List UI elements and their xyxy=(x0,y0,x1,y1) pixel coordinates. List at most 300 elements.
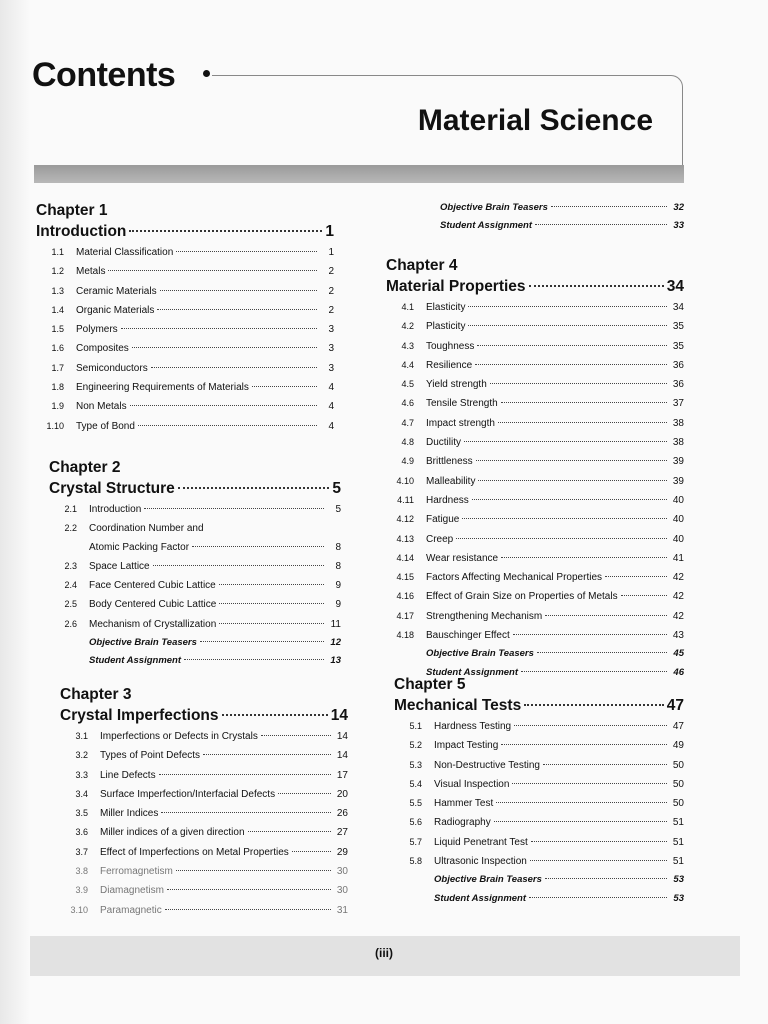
leader-dots xyxy=(513,634,667,635)
leader-dots xyxy=(472,499,667,500)
toc-entry xyxy=(36,282,334,301)
entry-number: 1.2 xyxy=(51,266,64,277)
entry-page: 42 xyxy=(672,572,684,584)
toc-entry xyxy=(386,414,684,433)
entry-number: 2.2 xyxy=(64,523,77,534)
leader-dots xyxy=(161,812,331,813)
entry-number: 1.4 xyxy=(51,304,64,315)
chapter-5-section xyxy=(394,675,684,908)
entry-number: 3.8 xyxy=(75,866,88,877)
entry-page: 2 xyxy=(328,266,334,278)
entry-page: 30 xyxy=(336,866,348,878)
entry-title: Non-Destructive Testing xyxy=(434,759,540,771)
entry-number: 4.2 xyxy=(401,321,414,332)
leader-dots xyxy=(524,704,664,706)
toc-entry xyxy=(386,317,684,336)
chapter-title: Introduction xyxy=(36,223,127,240)
entry-title: Effect of Grain Size on Properties of Metals xyxy=(426,591,618,603)
entry-page: 30 xyxy=(336,885,348,897)
leader-dots xyxy=(153,565,324,566)
entry-title: Strengthening Mechanism xyxy=(426,610,543,622)
entry-title: Ductility xyxy=(426,437,462,449)
toc-entry xyxy=(386,452,684,471)
entry-page: 3 xyxy=(328,343,334,355)
entry-title: Plasticity xyxy=(426,321,466,333)
toc-entry xyxy=(386,394,684,413)
toc-entry xyxy=(36,359,334,378)
entry-title: Fatigue xyxy=(426,514,460,526)
entry-number: 5.4 xyxy=(409,778,422,789)
leader-dots xyxy=(496,802,667,803)
leader-dots xyxy=(498,422,667,423)
entry-title: Semiconductors xyxy=(76,362,148,374)
entry-title: Elasticity xyxy=(426,302,466,313)
toc-entry xyxy=(60,804,348,823)
chapter-page: 14 xyxy=(330,707,348,724)
entry-number: 4.11 xyxy=(397,494,414,505)
leader-dots xyxy=(203,754,331,755)
leader-dots xyxy=(222,714,328,716)
toc-entry xyxy=(60,785,348,804)
entry-number: 3.3 xyxy=(75,769,88,780)
entry-page: 39 xyxy=(672,475,684,487)
entry-title: Miller Indices xyxy=(100,808,159,820)
entry-number: 2.3 xyxy=(64,560,77,571)
entry-page: 51 xyxy=(672,817,684,829)
entry-page: 38 xyxy=(672,437,684,449)
entry-number: 1.7 xyxy=(51,362,64,373)
entry-title: Bauschinger Effect xyxy=(426,630,510,642)
entry-page: 42 xyxy=(672,610,684,622)
chapter-title: Material Properties xyxy=(386,278,526,295)
entry-number: 4.10 xyxy=(396,475,414,486)
chapter-label: Chapter 5 xyxy=(394,676,466,693)
leader-dots xyxy=(501,402,667,403)
toc-entry xyxy=(394,794,684,813)
leader-dots xyxy=(468,306,667,307)
leader-dots xyxy=(456,538,667,539)
toc-entry xyxy=(386,587,684,606)
toc-entry xyxy=(386,472,684,491)
entry-page: 14 xyxy=(336,731,348,742)
chapter-label: Chapter 3 xyxy=(60,686,132,703)
extra-page: 45 xyxy=(673,648,684,660)
entry-number: 1.3 xyxy=(51,285,64,296)
entry-title: Miller indices of a given direction xyxy=(100,827,245,839)
extra-page: 46 xyxy=(673,666,684,678)
toc-entry xyxy=(60,823,348,842)
extra-title: Student Assignment xyxy=(440,220,533,232)
entry-page: 17 xyxy=(336,769,348,781)
toc-extra-entry xyxy=(400,199,684,217)
toc-entry xyxy=(36,378,334,397)
entry-title: Introduction xyxy=(89,504,142,515)
entry-page: 4 xyxy=(328,420,334,432)
entry-page: 50 xyxy=(672,759,684,771)
entry-title: Mechanism of Crystallization xyxy=(89,618,217,630)
entry-page: 51 xyxy=(672,836,684,848)
toc-entry xyxy=(49,539,341,557)
page-edge-shadow xyxy=(0,0,30,1024)
toc-entry xyxy=(386,356,684,375)
leader-dots xyxy=(477,345,667,346)
entry-number: 4.14 xyxy=(396,552,414,563)
leader-dots xyxy=(178,487,330,489)
chapter-2-section xyxy=(49,458,341,671)
toc-extra-entry xyxy=(394,890,684,908)
entry-page: 50 xyxy=(672,778,684,790)
chapter-1-section xyxy=(36,201,334,436)
entry-page: 2 xyxy=(328,304,334,316)
toc-entry xyxy=(394,717,684,736)
toc-entry xyxy=(386,607,684,626)
toc-entry xyxy=(60,901,348,920)
entry-page: 8 xyxy=(335,560,341,572)
entry-title: Ultrasonic Inspection xyxy=(434,856,527,868)
entry-number: 4.5 xyxy=(401,379,414,390)
chapter-page: 5 xyxy=(332,480,341,497)
leader-dots xyxy=(468,325,667,326)
toc-entry xyxy=(36,301,334,320)
toc-entry xyxy=(60,881,348,900)
leader-dots xyxy=(551,206,667,207)
entry-title: Toughness xyxy=(426,340,475,352)
entry-number: 3.6 xyxy=(75,827,88,838)
entry-number: 4.13 xyxy=(396,533,414,544)
chapter-4-section xyxy=(386,256,684,682)
toc-entry xyxy=(49,595,341,614)
leader-dots xyxy=(605,576,667,577)
toc-entry xyxy=(386,549,684,568)
extra-title: Objective Brain Teasers xyxy=(440,202,548,213)
entry-page: 42 xyxy=(672,591,684,603)
entry-page: 2 xyxy=(328,285,334,297)
entry-page: 50 xyxy=(672,798,684,810)
toc-entry xyxy=(386,375,684,394)
entry-page: 35 xyxy=(672,340,684,352)
entry-title: Atomic Packing Factor xyxy=(89,541,190,553)
entry-page: 47 xyxy=(672,721,684,732)
leader-dots xyxy=(219,584,324,585)
extra-page: 13 xyxy=(330,655,341,667)
toc-entry xyxy=(394,736,684,755)
leader-dots xyxy=(278,793,331,794)
entry-number: 4.9 xyxy=(401,456,414,467)
extra-page: 53 xyxy=(673,874,684,886)
leader-dots xyxy=(512,783,667,784)
leader-dots xyxy=(545,615,667,616)
toc-entry xyxy=(394,833,684,852)
chapter-label: Chapter 2 xyxy=(49,459,121,476)
toc-entry xyxy=(36,417,334,436)
toc-entry xyxy=(394,756,684,775)
entry-title: Polymers xyxy=(76,324,118,336)
entry-title: Hardness xyxy=(426,494,469,506)
extra-page: 32 xyxy=(673,202,684,213)
toc-entry xyxy=(36,262,334,281)
entry-number: 3.7 xyxy=(75,846,88,857)
entry-number: 4.6 xyxy=(401,398,414,409)
entry-title: Imperfections or Defects in Crystals xyxy=(100,731,258,742)
chapter-title-row xyxy=(49,478,341,500)
entry-number: 4.15 xyxy=(396,572,414,583)
entry-page: 37 xyxy=(672,398,684,410)
entry-page: 3 xyxy=(328,362,334,374)
entry-number: 3.2 xyxy=(75,750,88,761)
entry-page: 36 xyxy=(672,379,684,391)
leader-dots xyxy=(248,831,331,832)
toc-entry xyxy=(394,852,684,871)
entry-number: 2.6 xyxy=(64,618,77,629)
leader-dots xyxy=(159,774,331,775)
extra-title: Student Assignment xyxy=(426,666,519,678)
entry-page: 36 xyxy=(672,359,684,371)
entry-number: 4.4 xyxy=(401,359,414,370)
leader-dots xyxy=(144,508,324,509)
toc-entry xyxy=(386,337,684,356)
entry-number: 4.8 xyxy=(401,437,414,448)
chapter-page: 1 xyxy=(325,223,334,240)
entry-title: Factors Affecting Mechanical Properties xyxy=(426,572,603,584)
entry-number: 3.10 xyxy=(70,904,88,915)
heading-bullet-icon xyxy=(203,70,210,77)
extra-title: Student Assignment xyxy=(434,892,527,904)
chapter-page: 47 xyxy=(666,697,684,714)
leader-dots xyxy=(531,841,667,842)
leader-dots xyxy=(490,383,667,384)
entry-number: 5.7 xyxy=(409,836,422,847)
entry-number: 2.1 xyxy=(64,504,77,514)
leader-dots xyxy=(462,518,667,519)
entry-title: Yield strength xyxy=(426,379,487,391)
entry-title: Types of Point Defects xyxy=(100,750,201,762)
entry-page: 40 xyxy=(672,533,684,545)
toc-entry xyxy=(394,775,684,794)
leader-dots xyxy=(494,821,667,822)
entry-title: Brittleness xyxy=(426,456,473,468)
leader-dots xyxy=(292,851,331,852)
contents-heading: Contents xyxy=(32,56,176,94)
leader-dots xyxy=(130,405,317,406)
subject-title: Material Science xyxy=(417,104,653,137)
toc-entry xyxy=(60,746,348,765)
entry-number: 5.3 xyxy=(409,759,422,770)
chapter-page: 34 xyxy=(666,278,684,295)
leader-dots xyxy=(543,764,667,765)
entry-page: 39 xyxy=(672,456,684,468)
entry-title: Diamagnetism xyxy=(100,885,164,897)
leader-dots xyxy=(176,870,331,871)
toc-entry xyxy=(386,433,684,452)
extra-title: Objective Brain Teasers xyxy=(89,637,197,649)
entry-title: Face Centered Cubic Lattice xyxy=(89,580,216,592)
header-band xyxy=(34,165,684,183)
leader-dots xyxy=(545,878,667,879)
entry-number: 4.17 xyxy=(396,610,414,621)
entry-title: Resilience xyxy=(426,359,473,371)
entry-page: 41 xyxy=(672,552,684,564)
entry-number: 1.6 xyxy=(51,343,64,354)
entry-title: Type of Bond xyxy=(76,420,135,432)
entry-title: Metals xyxy=(76,266,106,278)
entry-page: 51 xyxy=(672,856,684,868)
toc-entry xyxy=(60,727,348,746)
entry-title: Material Classification xyxy=(76,247,174,258)
toc-entry xyxy=(386,626,684,645)
toc-entry xyxy=(386,491,684,510)
entry-title: Line Defects xyxy=(100,769,156,781)
entry-title: Space Lattice xyxy=(89,560,150,572)
leader-dots xyxy=(621,595,667,596)
entry-number: 3.5 xyxy=(75,808,88,819)
leader-dots xyxy=(501,557,667,558)
entry-page: 34 xyxy=(672,302,684,313)
entry-number: 1.1 xyxy=(51,247,64,257)
entry-number: 4.7 xyxy=(401,417,414,428)
toc-entry xyxy=(49,576,341,595)
leader-dots xyxy=(138,425,317,426)
entry-page: 35 xyxy=(672,321,684,333)
chapter-label: Chapter 4 xyxy=(386,257,458,274)
entry-page: 43 xyxy=(672,630,684,642)
chapter-title: Crystal Imperfections xyxy=(60,707,219,724)
entry-number: 1.9 xyxy=(51,401,64,412)
entry-number: 4.18 xyxy=(396,630,414,641)
entry-page: 20 xyxy=(336,788,348,800)
leader-dots xyxy=(176,251,317,252)
entry-page: 1 xyxy=(328,247,334,258)
entry-number: 1.5 xyxy=(51,324,64,335)
entry-number: 3.4 xyxy=(75,788,88,799)
leader-dots xyxy=(530,860,667,861)
entry-title: Effect of Imperfections on Metal Properties xyxy=(100,846,289,858)
entry-page: 8 xyxy=(335,541,341,553)
entry-title: Malleability xyxy=(426,475,476,487)
chapter-title-row xyxy=(394,695,684,717)
entry-page: 9 xyxy=(335,580,341,592)
chapter-title-row xyxy=(36,221,334,243)
entry-title: Paramagnetic xyxy=(100,904,162,916)
toc-extra-entry xyxy=(49,634,341,652)
entry-title: Liquid Penetrant Test xyxy=(434,836,528,848)
entry-number: 5.6 xyxy=(409,817,422,828)
toc-extra-entry xyxy=(49,652,341,670)
leader-dots xyxy=(219,623,324,624)
toc-entry xyxy=(60,862,348,881)
entry-title: Creep xyxy=(426,533,454,545)
entry-title: Coordination Number and xyxy=(89,523,204,535)
chapter-label: Chapter 1 xyxy=(36,202,108,219)
toc-entry xyxy=(49,557,341,576)
toc-entry xyxy=(386,298,684,317)
entry-page: 29 xyxy=(336,846,348,858)
entry-number: 4.3 xyxy=(401,340,414,351)
entry-title: Composites xyxy=(76,343,129,355)
entry-page: 4 xyxy=(328,401,334,413)
leader-dots xyxy=(464,441,667,442)
entry-title: Organic Materials xyxy=(76,304,155,316)
leader-dots xyxy=(529,897,667,898)
leader-dots xyxy=(165,909,331,910)
leader-dots xyxy=(252,386,317,387)
entry-title: Engineering Requirements of Materials xyxy=(76,382,249,394)
leader-dots xyxy=(535,224,667,225)
leader-dots xyxy=(478,480,667,481)
toc-extra-entry xyxy=(394,871,684,889)
leader-dots xyxy=(475,364,667,365)
entry-page: 26 xyxy=(336,808,348,820)
entry-title: Wear resistance xyxy=(426,552,499,564)
entry-number: 4.12 xyxy=(396,514,414,525)
entry-title: Visual Inspection xyxy=(434,778,510,790)
leader-dots xyxy=(537,652,667,653)
leader-dots xyxy=(121,328,317,329)
entry-number: 4.1 xyxy=(401,302,414,312)
toc-entry xyxy=(386,568,684,587)
leader-dots xyxy=(129,230,322,232)
toc-extra-entry xyxy=(400,217,684,235)
toc-entry xyxy=(49,615,341,634)
entry-title: Radiography xyxy=(434,817,491,829)
extra-page: 33 xyxy=(673,220,684,232)
entry-title: Surface Imperfection/Interfacial Defects xyxy=(100,788,276,800)
toc-entry xyxy=(394,813,684,832)
extra-page: 53 xyxy=(673,892,684,904)
entry-title: Hardness Testing xyxy=(434,721,512,732)
entry-title: Tensile Strength xyxy=(426,398,498,410)
entry-page: 49 xyxy=(672,740,684,752)
toc-extra-entry xyxy=(386,645,684,663)
chapter-title-row xyxy=(386,276,684,298)
entry-page: 27 xyxy=(336,827,348,839)
leader-dots xyxy=(529,285,664,287)
entry-page: 38 xyxy=(672,417,684,429)
entry-title: Ferromagnetism xyxy=(100,866,173,878)
toc-entry xyxy=(36,320,334,339)
entry-number: 3.9 xyxy=(75,885,88,896)
entry-page: 31 xyxy=(336,904,348,916)
leader-dots xyxy=(219,603,324,604)
entry-number: 5.2 xyxy=(409,740,422,751)
entry-number: 2.4 xyxy=(64,580,77,591)
entry-number: 1.8 xyxy=(51,382,64,393)
leader-dots xyxy=(132,347,317,348)
extra-title: Objective Brain Teasers xyxy=(434,874,542,886)
leader-dots xyxy=(521,671,667,672)
entry-page: 4 xyxy=(328,382,334,394)
entry-page: 14 xyxy=(336,750,348,762)
leader-dots xyxy=(157,309,317,310)
leader-dots xyxy=(200,641,324,642)
entry-number: 5.5 xyxy=(409,798,422,809)
leader-dots xyxy=(192,546,324,547)
entry-page: 11 xyxy=(330,618,341,630)
toc-entry xyxy=(36,397,334,416)
leader-dots xyxy=(261,735,331,736)
toc-entry xyxy=(386,530,684,549)
toc-entry xyxy=(60,766,348,785)
extra-page: 12 xyxy=(330,637,341,649)
entry-page: 40 xyxy=(672,494,684,506)
leader-dots xyxy=(167,889,331,890)
leader-dots xyxy=(160,290,317,291)
chapter-3-section xyxy=(60,685,348,920)
entry-number: 2.5 xyxy=(64,599,77,610)
leader-dots xyxy=(476,460,667,461)
leader-dots xyxy=(108,270,317,271)
entry-number: 4.16 xyxy=(396,591,414,602)
extra-title: Student Assignment xyxy=(89,655,182,667)
